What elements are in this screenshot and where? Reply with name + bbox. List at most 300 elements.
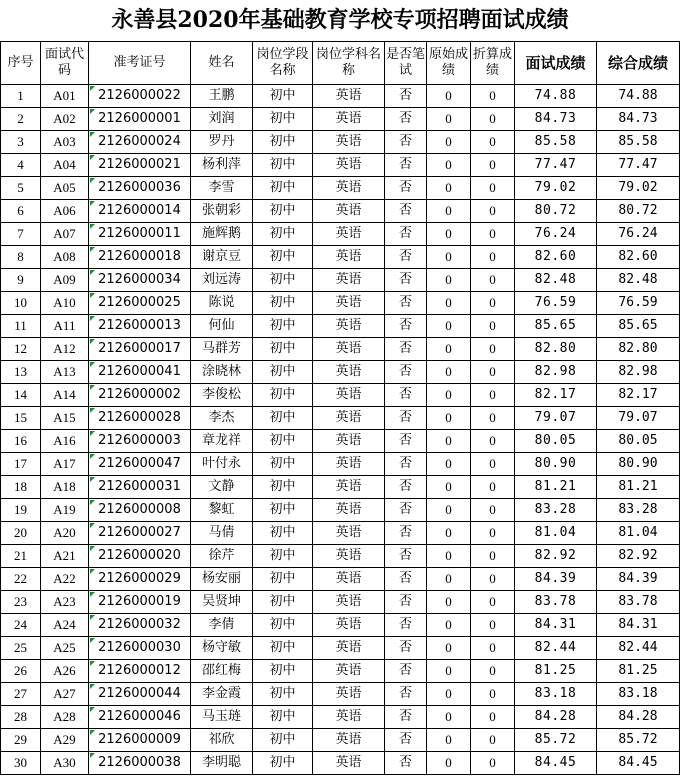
- cell-name: 王鹏: [191, 85, 253, 108]
- cell-code: A19: [41, 499, 89, 522]
- table-row: [1, 522, 680, 545]
- cell-no: 4: [1, 154, 41, 177]
- cell-interview: 82.60: [515, 246, 597, 269]
- cell-converted: 0: [471, 430, 515, 453]
- cell-exam: 2126000025: [89, 292, 191, 315]
- table-row: [1, 154, 680, 177]
- cell-no: 18: [1, 476, 41, 499]
- cell-no: 8: [1, 246, 41, 269]
- score-table: [0, 41, 680, 775]
- cell-converted: 0: [471, 499, 515, 522]
- cell-converted: 0: [471, 246, 515, 269]
- cell-no: 11: [1, 315, 41, 338]
- cell-name: 邵红梅: [191, 660, 253, 683]
- cell-interview: 83.18: [515, 683, 597, 706]
- header-stage: 岗位学段名称: [253, 42, 313, 85]
- cell-interview: 82.98: [515, 361, 597, 384]
- table-row: [1, 177, 680, 200]
- cell-no: 25: [1, 637, 41, 660]
- cell-code: A15: [41, 407, 89, 430]
- cell-no: 28: [1, 706, 41, 729]
- cell-stage: 初中: [253, 614, 313, 637]
- cell-name: 黎虹: [191, 499, 253, 522]
- cell-raw: 0: [427, 108, 471, 131]
- cell-total: 83.28: [597, 499, 680, 522]
- cell-code: A08: [41, 246, 89, 269]
- table-row: [1, 338, 680, 361]
- header-raw: 原始成绩: [427, 42, 471, 85]
- cell-exam: 2126000038: [89, 752, 191, 775]
- cell-no: 16: [1, 430, 41, 453]
- cell-no: 12: [1, 338, 41, 361]
- cell-code: A23: [41, 591, 89, 614]
- cell-total: 81.21: [597, 476, 680, 499]
- cell-total: 76.24: [597, 223, 680, 246]
- cell-stage: 初中: [253, 177, 313, 200]
- cell-no: 10: [1, 292, 41, 315]
- cell-total: 82.44: [597, 637, 680, 660]
- cell-interview: 84.73: [515, 108, 597, 131]
- cell-raw: 0: [427, 384, 471, 407]
- cell-written: 否: [385, 108, 427, 131]
- cell-no: 21: [1, 545, 41, 568]
- cell-stage: 初中: [253, 384, 313, 407]
- table-row: [1, 660, 680, 683]
- cell-stage: 初中: [253, 683, 313, 706]
- cell-stage: 初中: [253, 407, 313, 430]
- cell-stage: 初中: [253, 729, 313, 752]
- header-no: 序号: [1, 42, 41, 85]
- cell-raw: 0: [427, 246, 471, 269]
- cell-stage: 初中: [253, 453, 313, 476]
- cell-stage: 初中: [253, 706, 313, 729]
- cell-raw: 0: [427, 269, 471, 292]
- cell-subject: 英语: [313, 683, 385, 706]
- cell-converted: 0: [471, 545, 515, 568]
- cell-total: 80.90: [597, 453, 680, 476]
- cell-total: 82.48: [597, 269, 680, 292]
- cell-code: A24: [41, 614, 89, 637]
- cell-interview: 83.78: [515, 591, 597, 614]
- cell-subject: 英语: [313, 499, 385, 522]
- table-row: [1, 476, 680, 499]
- cell-subject: 英语: [313, 85, 385, 108]
- cell-no: 22: [1, 568, 41, 591]
- cell-converted: 0: [471, 338, 515, 361]
- cell-converted: 0: [471, 315, 515, 338]
- cell-stage: 初中: [253, 522, 313, 545]
- cell-name: 施辉鹅: [191, 223, 253, 246]
- cell-code: A30: [41, 752, 89, 775]
- cell-stage: 初中: [253, 430, 313, 453]
- cell-converted: 0: [471, 154, 515, 177]
- table-row: [1, 292, 680, 315]
- cell-written: 否: [385, 453, 427, 476]
- cell-subject: 英语: [313, 729, 385, 752]
- cell-converted: 0: [471, 223, 515, 246]
- cell-written: 否: [385, 522, 427, 545]
- cell-no: 26: [1, 660, 41, 683]
- cell-total: 82.98: [597, 361, 680, 384]
- cell-no: 24: [1, 614, 41, 637]
- cell-converted: 0: [471, 407, 515, 430]
- cell-no: 30: [1, 752, 41, 775]
- cell-no: 17: [1, 453, 41, 476]
- cell-name: 张朝彩: [191, 200, 253, 223]
- cell-name: 刘远涛: [191, 269, 253, 292]
- cell-name: 章龙祥: [191, 430, 253, 453]
- cell-subject: 英语: [313, 614, 385, 637]
- cell-stage: 初中: [253, 223, 313, 246]
- cell-no: 9: [1, 269, 41, 292]
- table-row: [1, 706, 680, 729]
- cell-converted: 0: [471, 568, 515, 591]
- cell-exam: 2126000013: [89, 315, 191, 338]
- cell-converted: 0: [471, 614, 515, 637]
- cell-converted: 0: [471, 269, 515, 292]
- cell-written: 否: [385, 131, 427, 154]
- cell-written: 否: [385, 752, 427, 775]
- cell-code: A02: [41, 108, 89, 131]
- cell-total: 82.17: [597, 384, 680, 407]
- cell-written: 否: [385, 338, 427, 361]
- page-title: 永善县2020年基础教育学校专项招聘面试成绩: [111, 7, 569, 33]
- cell-no: 29: [1, 729, 41, 752]
- cell-written: 否: [385, 499, 427, 522]
- cell-written: 否: [385, 591, 427, 614]
- cell-name: 罗丹: [191, 131, 253, 154]
- cell-code: A11: [41, 315, 89, 338]
- header-total: 综合成绩: [597, 42, 680, 85]
- cell-interview: 79.02: [515, 177, 597, 200]
- cell-subject: 英语: [313, 568, 385, 591]
- cell-interview: 81.04: [515, 522, 597, 545]
- cell-name: 李俊松: [191, 384, 253, 407]
- cell-stage: 初中: [253, 361, 313, 384]
- cell-stage: 初中: [253, 108, 313, 131]
- cell-exam: 2126000030: [89, 637, 191, 660]
- cell-raw: 0: [427, 85, 471, 108]
- cell-exam: 2126000020: [89, 545, 191, 568]
- cell-subject: 英语: [313, 384, 385, 407]
- cell-subject: 英语: [313, 315, 385, 338]
- cell-raw: 0: [427, 292, 471, 315]
- cell-stage: 初中: [253, 85, 313, 108]
- table-row: [1, 729, 680, 752]
- cell-interview: 84.31: [515, 614, 597, 637]
- cell-exam: 2126000003: [89, 430, 191, 453]
- cell-raw: 0: [427, 430, 471, 453]
- cell-exam: 2126000041: [89, 361, 191, 384]
- cell-written: 否: [385, 384, 427, 407]
- cell-converted: 0: [471, 522, 515, 545]
- cell-code: A06: [41, 200, 89, 223]
- table-row: [1, 315, 680, 338]
- cell-total: 74.88: [597, 85, 680, 108]
- cell-interview: 76.24: [515, 223, 597, 246]
- table-row: [1, 614, 680, 637]
- cell-converted: 0: [471, 85, 515, 108]
- cell-no: 2: [1, 108, 41, 131]
- cell-converted: 0: [471, 361, 515, 384]
- cell-exam: 2126000046: [89, 706, 191, 729]
- cell-written: 否: [385, 200, 427, 223]
- cell-written: 否: [385, 729, 427, 752]
- cell-no: 3: [1, 131, 41, 154]
- cell-interview: 82.17: [515, 384, 597, 407]
- cell-name: 叶付永: [191, 453, 253, 476]
- cell-written: 否: [385, 683, 427, 706]
- cell-raw: 0: [427, 614, 471, 637]
- cell-exam: 2126000022: [89, 85, 191, 108]
- cell-exam: 2126000018: [89, 246, 191, 269]
- cell-written: 否: [385, 269, 427, 292]
- cell-interview: 85.58: [515, 131, 597, 154]
- cell-interview: 84.28: [515, 706, 597, 729]
- cell-code: A01: [41, 85, 89, 108]
- cell-raw: 0: [427, 407, 471, 430]
- cell-total: 84.31: [597, 614, 680, 637]
- cell-total: 84.28: [597, 706, 680, 729]
- cell-name: 徐芹: [191, 545, 253, 568]
- cell-interview: 74.88: [515, 85, 597, 108]
- table-row: [1, 246, 680, 269]
- cell-interview: 80.90: [515, 453, 597, 476]
- cell-no: 20: [1, 522, 41, 545]
- cell-raw: 0: [427, 591, 471, 614]
- cell-raw: 0: [427, 729, 471, 752]
- cell-subject: 英语: [313, 430, 385, 453]
- cell-written: 否: [385, 85, 427, 108]
- cell-exam: 2126000012: [89, 660, 191, 683]
- table-row: [1, 223, 680, 246]
- cell-code: A17: [41, 453, 89, 476]
- cell-name: 陈说: [191, 292, 253, 315]
- cell-total: 85.65: [597, 315, 680, 338]
- cell-interview: 80.72: [515, 200, 597, 223]
- header-name: 姓名: [191, 42, 253, 85]
- cell-raw: 0: [427, 177, 471, 200]
- cell-total: 81.04: [597, 522, 680, 545]
- cell-exam: 2126000011: [89, 223, 191, 246]
- cell-no: 1: [1, 85, 41, 108]
- cell-interview: 80.05: [515, 430, 597, 453]
- cell-stage: 初中: [253, 545, 313, 568]
- cell-stage: 初中: [253, 246, 313, 269]
- cell-total: 76.59: [597, 292, 680, 315]
- cell-converted: 0: [471, 453, 515, 476]
- cell-written: 否: [385, 407, 427, 430]
- cell-code: A21: [41, 545, 89, 568]
- cell-exam: 2126000017: [89, 338, 191, 361]
- cell-name: 杨利萍: [191, 154, 253, 177]
- table-row: [1, 568, 680, 591]
- cell-stage: 初中: [253, 292, 313, 315]
- cell-interview: 83.28: [515, 499, 597, 522]
- cell-exam: 2126000034: [89, 269, 191, 292]
- cell-subject: 英语: [313, 522, 385, 545]
- cell-total: 77.47: [597, 154, 680, 177]
- cell-total: 84.39: [597, 568, 680, 591]
- cell-interview: 82.80: [515, 338, 597, 361]
- cell-exam: 2126000029: [89, 568, 191, 591]
- cell-exam: 2126000019: [89, 591, 191, 614]
- table-row: [1, 453, 680, 476]
- cell-exam: 2126000009: [89, 729, 191, 752]
- cell-name: 马倩: [191, 522, 253, 545]
- cell-code: A20: [41, 522, 89, 545]
- cell-name: 李明聪: [191, 752, 253, 775]
- cell-no: 6: [1, 200, 41, 223]
- table-row: [1, 407, 680, 430]
- cell-written: 否: [385, 154, 427, 177]
- header-interview: 面试成绩: [515, 42, 597, 85]
- cell-exam: 2126000008: [89, 499, 191, 522]
- cell-exam: 2126000002: [89, 384, 191, 407]
- cell-code: A05: [41, 177, 89, 200]
- cell-code: A29: [41, 729, 89, 752]
- cell-name: 谢京豆: [191, 246, 253, 269]
- cell-converted: 0: [471, 683, 515, 706]
- cell-name: 涂晓林: [191, 361, 253, 384]
- cell-total: 80.72: [597, 200, 680, 223]
- cell-interview: 76.59: [515, 292, 597, 315]
- cell-code: A28: [41, 706, 89, 729]
- cell-interview: 82.92: [515, 545, 597, 568]
- cell-name: 何仙: [191, 315, 253, 338]
- cell-stage: 初中: [253, 338, 313, 361]
- cell-written: 否: [385, 545, 427, 568]
- cell-subject: 英语: [313, 200, 385, 223]
- cell-name: 杨安丽: [191, 568, 253, 591]
- cell-subject: 英语: [313, 177, 385, 200]
- cell-converted: 0: [471, 637, 515, 660]
- cell-subject: 英语: [313, 591, 385, 614]
- cell-exam: 2126000036: [89, 177, 191, 200]
- table-row: [1, 200, 680, 223]
- table-row: [1, 683, 680, 706]
- cell-raw: 0: [427, 453, 471, 476]
- table-row: [1, 269, 680, 292]
- cell-written: 否: [385, 706, 427, 729]
- cell-raw: 0: [427, 315, 471, 338]
- cell-stage: 初中: [253, 315, 313, 338]
- table-row: [1, 384, 680, 407]
- cell-no: 23: [1, 591, 41, 614]
- cell-code: A03: [41, 131, 89, 154]
- cell-subject: 英语: [313, 246, 385, 269]
- cell-total: 82.80: [597, 338, 680, 361]
- cell-name: 李雪: [191, 177, 253, 200]
- cell-code: A09: [41, 269, 89, 292]
- table-row: [1, 131, 680, 154]
- cell-interview: 85.72: [515, 729, 597, 752]
- cell-raw: 0: [427, 522, 471, 545]
- cell-raw: 0: [427, 752, 471, 775]
- cell-total: 79.02: [597, 177, 680, 200]
- cell-code: A13: [41, 361, 89, 384]
- cell-subject: 英语: [313, 545, 385, 568]
- cell-written: 否: [385, 177, 427, 200]
- cell-interview: 82.44: [515, 637, 597, 660]
- cell-raw: 0: [427, 706, 471, 729]
- cell-raw: 0: [427, 361, 471, 384]
- cell-exam: 2126000001: [89, 108, 191, 131]
- cell-raw: 0: [427, 131, 471, 154]
- table-row: [1, 108, 680, 131]
- cell-raw: 0: [427, 545, 471, 568]
- cell-interview: 81.25: [515, 660, 597, 683]
- cell-subject: 英语: [313, 154, 385, 177]
- cell-converted: 0: [471, 131, 515, 154]
- cell-total: 84.73: [597, 108, 680, 131]
- cell-code: A07: [41, 223, 89, 246]
- cell-exam: 2126000044: [89, 683, 191, 706]
- cell-converted: 0: [471, 660, 515, 683]
- cell-subject: 英语: [313, 637, 385, 660]
- cell-no: 27: [1, 683, 41, 706]
- cell-code: A12: [41, 338, 89, 361]
- cell-converted: 0: [471, 752, 515, 775]
- cell-converted: 0: [471, 292, 515, 315]
- cell-exam: 2126000027: [89, 522, 191, 545]
- cell-interview: 77.47: [515, 154, 597, 177]
- cell-no: 19: [1, 499, 41, 522]
- table-row: [1, 637, 680, 660]
- cell-raw: 0: [427, 499, 471, 522]
- cell-converted: 0: [471, 729, 515, 752]
- header-code: 面试代码: [41, 42, 89, 85]
- cell-converted: 0: [471, 591, 515, 614]
- cell-subject: 英语: [313, 476, 385, 499]
- cell-subject: 英语: [313, 338, 385, 361]
- cell-total: 80.05: [597, 430, 680, 453]
- cell-exam: 2126000028: [89, 407, 191, 430]
- cell-code: A04: [41, 154, 89, 177]
- cell-exam: 2126000014: [89, 200, 191, 223]
- cell-interview: 84.39: [515, 568, 597, 591]
- cell-written: 否: [385, 568, 427, 591]
- cell-raw: 0: [427, 338, 471, 361]
- cell-written: 否: [385, 614, 427, 637]
- cell-raw: 0: [427, 568, 471, 591]
- table-row: [1, 361, 680, 384]
- cell-exam: 2126000032: [89, 614, 191, 637]
- cell-stage: 初中: [253, 752, 313, 775]
- cell-name: 李倩: [191, 614, 253, 637]
- cell-written: 否: [385, 315, 427, 338]
- table-row: [1, 752, 680, 775]
- table-row: [1, 499, 680, 522]
- cell-stage: 初中: [253, 499, 313, 522]
- cell-interview: 82.48: [515, 269, 597, 292]
- cell-interview: 85.65: [515, 315, 597, 338]
- cell-exam: 2126000024: [89, 131, 191, 154]
- table-row: [1, 591, 680, 614]
- table-header-row: [1, 42, 680, 85]
- cell-interview: 79.07: [515, 407, 597, 430]
- cell-code: A14: [41, 384, 89, 407]
- table-body: [1, 85, 680, 775]
- cell-subject: 英语: [313, 131, 385, 154]
- cell-code: A26: [41, 660, 89, 683]
- cell-stage: 初中: [253, 476, 313, 499]
- cell-subject: 英语: [313, 361, 385, 384]
- cell-subject: 英语: [313, 108, 385, 131]
- cell-converted: 0: [471, 706, 515, 729]
- cell-total: 85.72: [597, 729, 680, 752]
- cell-total: 83.78: [597, 591, 680, 614]
